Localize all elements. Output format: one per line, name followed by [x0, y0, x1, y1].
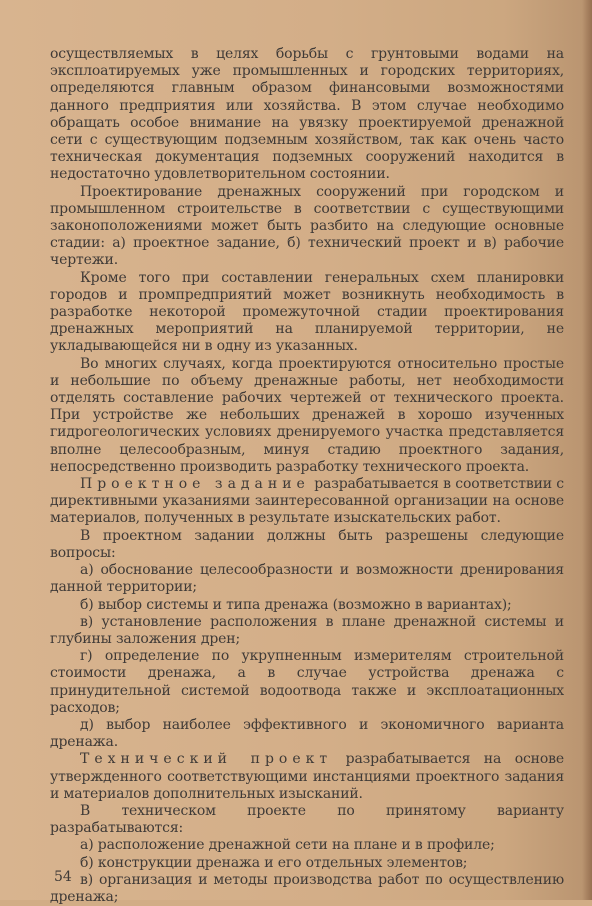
paragraph: В техническом проекте по принятому варианту разрабатываются: — [50, 802, 564, 837]
paragraph-text: разрабатывается на основе утвержденного соответствующими инстанциями проектного задания и материалов дополнительных изысканий. — [50, 751, 564, 802]
list-item: в) установление расположения в плане дренажной системы и глубины заложения дрен; — [50, 613, 564, 647]
list-item: а) расположение дренажной сети на плане и в профиле; — [80, 837, 495, 854]
list-item: а) обоснование целесообразности и возможности дренирования данной территории; — [50, 562, 564, 596]
paragraph: Проектирование дренажных сооружений при городском и промышленном строительстве в соответствии с существующими законоположениями может быть разбито на следующие основные стадии: а) проектное задание, б) технический проект и в) рабочие чертежи. — [50, 183, 564, 269]
list-item: г) определение по укрупненным измерителям строительной стоимости дренажа, а в случае устройства дренажа с принудительной системой водоотвода также и эксплоатационных расходов; — [50, 648, 564, 716]
paragraph — [50, 476, 564, 528]
spaced-term: Технический проект — [80, 751, 333, 768]
list-item: б) конструкции дренажа и его отдельных элементов; — [80, 854, 468, 871]
list-item: б) выбор системы и типа дренажа (возможно в вариантах); — [80, 596, 512, 613]
paragraph — [50, 751, 564, 803]
paragraph-text: разрабатывается в соответствии с директивными указаниями заинтересованной организации на основе материалов, полученных в результате изыскательских работ. — [50, 476, 564, 527]
body-text — [50, 46, 564, 906]
page-edge-shadow — [582, 0, 592, 900]
list-item: д) выбор наиболее эффективного и экономичного варианта дренажа. — [50, 716, 564, 751]
page-number: 54 — [54, 869, 72, 885]
paragraph: В проектном задании должны быть разрешены следующие вопросы: — [50, 527, 564, 561]
paragraph: Кроме того при составлении генеральных схем планировки городов и промпредприятий может возникнуть необходимость в разработке некоторой промежуточной стадии проектирования дренажных мероприятий на планируемой территории, не укладывающейся ни в одну из указанных. — [50, 269, 564, 355]
paragraph: осуществляемых в целях борьбы с грунтовыми водами на эксплоатируемых уже промышленных и городских территориях, определяются главным образом финансовыми возможностями данного предприятия или хозяйства. В этом случае необходимо обращать особое внимание на увязку проектируемой дренажной сети с существующим подземным хозяйством, так как очень часто техническая документация подземных сооружений находится в недостаточно удовлетворительном состоянии. — [50, 46, 564, 183]
list-item: в) организация и методы производства работ по осуществлению дренажа; — [50, 871, 564, 905]
paragraph: Во многих случаях, когда проектируются относительно простые и небольшие по объему дренажные работы, нет необходимости отделять составление рабочих чертежей от технического проекта. При устройстве же небольших дренажей в хорошо изученных гидрогеологических условиях дренируемого участка представляется вполне целесообразным, минуя стадию проектного задания, непосредственно производить разработку технического проекта. — [50, 355, 564, 475]
spaced-term: Проектное задание — [80, 476, 310, 493]
